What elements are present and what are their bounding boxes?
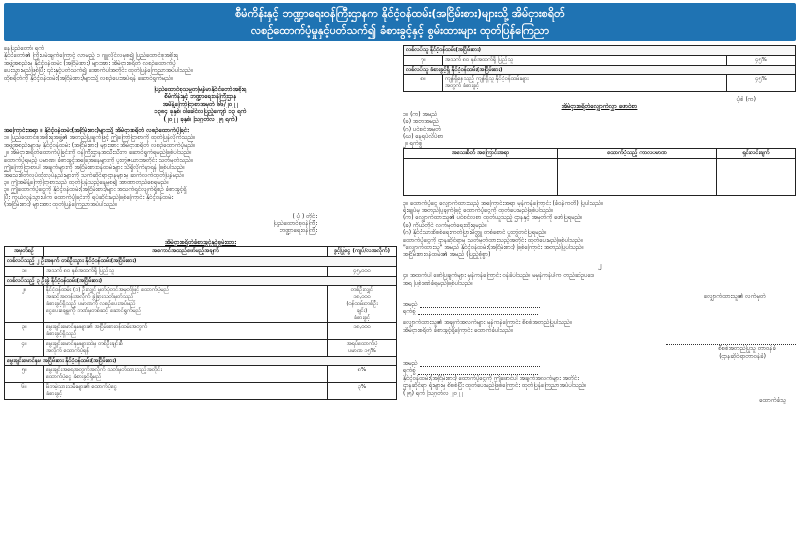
bottom-note [403,375,796,397]
intro-paragraph [4,52,397,82]
cell-text: ချင်း) [356,307,368,314]
col-header-no: အမှတ်စဉ် [5,247,44,257]
row-description [44,266,328,276]
text-line: အသေးစိတ်လုပ်ထုံးလုပ်နည်းများကို သက်ဆိုင်ရာဌာနများမှ ဆက်လက်ထုတ်ပြန်မည်။ [4,171,184,179]
cell-text: ၄၅% [755,76,767,83]
table-row [404,55,796,65]
signature-block [4,213,397,235]
cell-text: ၈% [357,367,367,374]
text-line: အရ ပြစ်ဒဏ်ခံရမည်ဖြစ်ပါသည်။ [403,279,473,287]
text-line: ၂။ အိမ်ငှားစရိတ်ထောက်ပံ့ခြင်းကို ဝန်ကြီးဌာနအသီးသီးက ဆောင်ရွက်ရမည်ဖြစ်ပါသည်။ [4,149,192,157]
section-heading: အကြောင်းအရာ ။ နိုင်ငံ့ဝန်ထမ်း(အငြိမ်းစား)များသို့ အိမ်ငှားစရိတ် လစဉ်ထောက်ပံ့ခြင်း [4,127,189,135]
text-line: (၂၀၂၂ ခုနှစ်၊ ဩဂုတ်လ ၂၅ ရက်) [163,115,238,123]
field-name-label-2: အမည် [403,359,418,367]
verifier-sub-label: (ဌာနဆိုင်ရာတာဝန်ခံ) [719,352,766,360]
table-section-row [5,276,397,286]
text-line: (ဂ) နိုင်ငံသားစိစစ်ရေးကတ်ပြားမိတ္တူ တစ်စောင် ပူးတွဲတင်ပြရမည်။ [403,229,547,237]
applicant-signature-label: လျှောက်ထားသူ၏ လက်မှတ် [703,293,766,301]
text-line: ရုံးချုပ်မှ အတည်ပြုချက်ဖြင့် ထောက်ပံ့ငွေကို ထုတ်ပေးမည်ဖြစ်ပါသည်။ [403,207,554,215]
row-number: ၁။ [5,266,44,276]
row-amount [328,323,397,340]
row-description [44,339,328,356]
table-row [5,323,397,340]
text-line: (က) လျှောက်ထားသူ၏ ပင်စင်လစာ ထုတ်ယူသည့် ဌာနနှင့် အမှတ်ကို ဖော်ပြရမည်။ [403,214,583,222]
field-name-row-2 [403,360,796,367]
table-row [5,366,397,383]
cell-text: မွေးချင်းမောင်နှမများ၏ အငြိမ်းစားဝန်ထမ်းအတွက် [46,324,148,331]
row-number: ၆။ [5,382,44,399]
table-section-row [5,256,397,266]
row-description [443,75,727,92]
text-line: "လျှောက်ထားသူ" အမည် နိုင်ငံ့ဝန်ထမ်း(အငြိမ်းစား) ဖြစ်ကြောင်း အတည်ပြုပါသည်။ [403,244,584,252]
form-col-2: ထောက်ပံ့သည့် ကာလပမာဏ [558,148,717,158]
cell-text: တစ်ဦးလျှင် [350,287,374,294]
row-number: ၄။ [5,339,44,356]
text-line: ၃။ ထောက်ပံ့ငွေ လျှောက်ထားသည့် အကြောင်းအရာ မှန်ကန်ကြောင်း (ခံဝန်ကတိ) ပြုပါသည်။ [403,199,603,207]
field-name-label: အမည် [403,300,418,308]
notification-block [4,86,397,123]
text-line: ပေးသွားမည်ဖြစ်ပြီး ၎င်းနှင့်ပတ်သက်၍ အောက်ပါအတိုင်း ထုတ်ပြန်ကြေညာအပ်ပါသည်။ [4,67,193,75]
title-line-1: စီမံကိန်းနှင့် ဘဏ္ဍာရေးဝန်ကြီးဌာနက နိုင်ငံ့ဝန်ထမ်း(အငြိမ်းစား)များသို့ အိမ်ငှားစရိတ် [235,7,565,20]
table-row [404,75,796,92]
row-description [44,382,328,399]
cell-text: အတွက် ခံစားခွင့် [445,83,480,90]
row-number: ၇။ [404,55,443,65]
text-line: ၃။ ဤထောက်ပံ့ငွေကို နိုင်ငံ့ဝန်ထမ်း(အငြိမ်းစား)များ အသက်ရှင်လျက်ရှိစဉ် ခံစားခွင့်ရှိ [4,186,187,194]
text-line: ၁။ ပြည်ထောင်စုအစိုးရအဖွဲ့၏ အတည်ပြုချက်ဖြင့် ဤကြော်ငြာစာကို ထုတ်ပြန်လိုက်သည်။ [4,134,196,142]
field-date-label-2: ရက်စွဲ [403,367,416,375]
cell-text: ၁၈,၀၀၀ [353,324,371,331]
form-title: အိမ်ငှားစရိတ်လျှောက်လွှာ ဖောင်စာ [561,103,638,111]
cell-text: ၃% [357,383,367,390]
cell-text: အရပ်ထောက်ပံ့ [346,340,378,347]
title-line-2: လစဉ်ထောက်ပံ့မှုနှင့်ပတ်သက်၍ ခံစားခွင့်နှင့် စွမ်းထားများ ထုတ်ပြန်ကြေညာ [250,24,550,37]
field-date-row-2 [403,367,796,374]
text-line: (ဂ) ပင်စင်အမှတ် [403,125,442,133]
text-line: ( ပုံ ) တိုင်း [292,212,317,220]
cell-text: ငွေပေးချေမှုကို ဘဏ်မှတစ်ဆင့် ဆောင်ရွက်မည် [46,307,142,314]
field-date-label: ရက်စွဲ [403,307,416,315]
closing-paragraph [4,186,397,208]
page-number: ၂ [597,260,602,269]
cell-text: (ဝန်ထမ်းတစ်ဦး [346,300,378,307]
cell-text: ၁၈,၀၀၀ [353,294,371,301]
section-label: လစ်လပ်သည့် ၂ ဦးအနက် တစ်ဦးသွား နိုင်ငံ့ဝန်ထမ်း(အငြိမ်းစား) [5,256,397,266]
text-line: နိုင်ငံတော်၏ ကြိုးပမ်းချက်ကြောင့် လာမည့် ၁ ဂျူလိုင်လမှစ၍ ပြည်ထောင်စုအစိုးရ [4,52,179,60]
section-label [404,65,796,75]
table-section-row [5,356,397,366]
cell-text: ကျန်ရှိနေသည့် ကျန်ရှိသူ နိုင်ငံ့ဝန်ထမ်းများ [445,76,529,83]
text-line: စီမံကိန်းနှင့် ဘဏ္ဍာရေးဝန်ကြီးဌာန [164,93,237,101]
cell-text: မိဘမဲ့သားသမီးများ၏ ထောက်ပံ့ငွေ [46,383,118,390]
row-amount [328,286,397,323]
form-col-3: ရှင်းလင်းချက် [717,148,796,158]
table-row [5,382,397,399]
form-col-1: အသေးစိတ် အကြောင်းအရာ [404,148,558,158]
row-number: ၅။ [5,366,44,383]
text-line: အဖွဲ့အစည်းမှ နိုင်ငံ့ဝန်ထမ်း (အငြိမ်းစား) များအား အိမ်ငှားစရိတ် လစဉ်ထောက်ပံ့ [4,59,176,67]
section-label: မွေးချင်းမောင်နှမ အငြိမ်းစား နိုင်ငံ့ဝန်ထမ်း(အငြိမ်းစား) [5,356,397,366]
row-amount [328,382,397,399]
text-line: (၂၅) ရက် ဩဂုတ်လ ၂၀၂၂ [403,389,463,397]
cell-text: ထောက်ပံ့ငွေ ခံစားခွင့်ရှိမည် [46,374,102,381]
text-line: အငြိမ်းစားဝန်ထမ်း၏ အမည် (ပြည့်စုံစွာ) [403,251,491,259]
cell-text: ပမာဏ ၁၅% [348,347,376,354]
form-ref: ပုံစံ (က) [736,95,756,103]
field-name-row [403,301,796,308]
cell-text: အဆင့်အတန်းအလိုက် ခွဲခြားသတ်မှတ်သည် [46,294,134,301]
text-line: အဖွဲ့အစည်းများမှ နိုင်ငံ့ဝန်ထမ်း (အငြိမ်းစား) များအား အိမ်ငှားစရိတ် လစဉ်ထောက်ပံ့မည်။ [4,141,196,149]
form-fields [403,111,796,148]
text-line: ထောက်ပံ့ရမည့် ပမာဏ၊ ခံစားခွင့်အခြေအနေများကို ပူးတွဲဇယားအတိုင်း သတ်မှတ်သည်။ [4,156,193,164]
table-row [5,286,397,323]
text-line: (ခ) ကိုယ်တိုင် လက်မှတ်ရေးထိုးရမည်။ [403,221,487,229]
row-number: ၃။ [5,323,44,340]
row-description [44,366,328,383]
form-table [403,148,796,196]
text-line: ပြီး ကွယ်လွန်သွားပါက ထောက်ပံ့ခြင်းကို ရပ်ဆိုင်းမည်ဖြစ်ကြောင်း နိုင်ငံ့ဝန်ထမ်း [4,193,174,201]
cell-text: ခံစားခွင့်ရှိသည့် ပမာဏကို လစဉ်ပေးအပ်မည် [46,300,136,307]
table-title: အိမ်ငှားစရိတ်ခံစားခွင့်နှင့်စွမ်းထား [165,238,236,246]
text-line: (အငြိမ်းစား) များအား ထုတ်ပြန်ကြေညာအပ်ပါသည်။ [4,201,118,209]
cell-text: ခံစားခွင့် [46,390,63,397]
text-line: လျှောက်ထားသူ၏ အချက်အလက်များ မှန်ကန်ကြောင်း စိစစ်အတည်ပြုပါသည်။ [403,319,572,327]
text-line: ပြည်ထောင်စုသမ္မတမြန်မာနိုင်ငံတော်အစိုးရ [154,86,247,94]
text-line: အမိန့်ကြော်ငြာစာအမှတ် ၆၆/၂၀၂၂ [162,100,239,108]
cell-text: ၄၅% [755,56,767,63]
cell-text: အသက် ၈၀ နှစ်အထက်ရှိ ပြည်သူ [46,267,114,274]
cell-text: ခံစားခွင့် [353,314,371,321]
continuation-table-title: လစ်လပ်သူ နိုင်ငံ့ဝန်ထမ်း(အငြိမ်းစား) [404,46,796,56]
verification-note [403,319,796,334]
left-column [4,45,397,404]
cell-text: နိုင်ငံ့ဝန်ထမ်း (၁) ဦးလျှင် မှတ်ပုံတင်အမှတ်ဖြင့် ထောက်ပံ့မည် [46,287,170,294]
right-column [403,45,796,404]
announcement-title-banner [4,3,796,41]
row-number: ၈။ [404,75,443,92]
text-line: ဌာနဆိုင်ရာ ရုံးများမှ စိစစ်ပြီး ထုတ်ပေးမည်ဖြစ်ကြောင်း ထုတ်ပြန်ကြေညာအပ်ပါသည်။ [403,382,587,390]
text-line: ၃။ ဤအမိန့်ကြော်ငြာစာသည် ထုတ်ပြန်သည့်နေ့မှစ၍ အာဏာတည်စေရမည်။ [4,178,169,186]
verifier-label: စီစစ်အတည်ပြုသူ တာဝန်ခံ [718,345,776,353]
section-paragraph [4,134,397,186]
final-sign-label: ထောက်ခံသူ [759,396,786,404]
row-description [443,55,727,65]
two-column-body [4,45,796,404]
text-line: ၁။ (က) အမည် [403,110,438,118]
cell-text: မွေးချင်းအရေအတွက်အလိုက် သတ်မှတ်ထားသည့်အတိုင်း [46,367,162,374]
table-row [5,339,397,356]
row-amount [328,366,397,383]
date-line: နေပြည်တော်၊ ရက် [4,45,45,52]
cell-text: လစ်လပ်သူ ခံစားခွင့်ရှိ နိုင်ငံ့ဝန်ထမ်း(အငြိမ်းစား) [406,66,503,73]
field-date-row [403,308,796,315]
text-line: (ဃ) နေရပ်လိပ်စာ [403,133,444,141]
cell-text: အလိုက် ထောက်ပံ့ရန် [46,347,90,354]
text-line: (ခ) အဘအမည် [403,118,439,126]
text-line: အိမ်ငှားစရိတ် ခံစားခွင့်ရှိကြောင်း ထောက်ခံပါသည်။ [403,326,513,334]
text-line: ထိုစရိတ်ကို နိုင်ငံ့ဝန်ထမ်း(အငြိမ်းစား)များသို့ လစဉ်ပေးအပ်ရန် ဆောင်ရွက်မည်။ [4,74,174,82]
cell-text: ခံစားခွင့်ရှိသည် [46,331,77,338]
row-amount [727,55,796,65]
row-amount [328,339,397,356]
table-row [5,266,397,276]
text-line: ဤကြော်ငြာစာပါ အချက်များကို အငြိမ်းစားဝန်ထမ်းများ သိရှိလိုက်နာရန် ဖြစ်ပါသည်။ [4,164,185,172]
text-line: ထောက်ပံ့ငွေကို ဌာနဆိုင်ရာမှ သတ်မှတ်ထားသည့်အတိုင်း ထုတ်ပေးမည်ဖြစ်ပါသည်။ [403,236,583,244]
row-description [44,286,328,323]
col-header-desc: အကောင်အထည်ဖော်မည့်အချက် [44,247,328,257]
col-header-amount: ခွင့်ပြုငွေ (ကျပ်/လအလိုက်) [328,247,397,257]
text-line: ၁၃၈၄ ခုနှစ်၊ ဝါခေါင်လပြည့်ကျော် ၁၃ ရက် [154,108,247,116]
cell-text: မွေးချင်းမောင်နှမများထဲမှ တစ်ဦးချင်းစီ [46,340,123,347]
cell-text: ၄၅,၀၀၀ [353,267,371,274]
text-line: ပြည်ထောင်စုဝန်ကြီး [273,219,317,227]
row-number: ၂။ [5,286,44,323]
table-row [404,65,796,75]
text-line: ၄။ အထက်ပါ ဖော်ပြချက်များ မှန်ကန်ကြောင်း ဝန်ခံပါသည်။ မမှန်ကန်ပါက တည်ဆဲဥပဒေ [403,272,594,280]
row-amount [328,266,397,276]
entitlement-table [4,246,397,399]
text-line: နိုင်ငံ့ဝန်ထမ်း(အငြိမ်းစား) ထောက်ပံ့ငွေကို ဤဖောင်ပါ အချက်အလက်များ အတိုင်း [403,374,579,382]
form-notes [403,200,796,259]
continuation-table [403,45,796,92]
text-line: ၂။ ရက်စွဲ [403,140,423,148]
text-line: ဘဏ္ဍာရေးဝန်ကြီး [279,227,317,235]
declaration [403,272,796,287]
row-amount [727,75,796,92]
row-description [44,323,328,340]
cell-text: အသက် ၈၀ နှစ်အထက်ရှိ ပြည်သူ [445,56,513,63]
section-label: လစ်လပ်သည့် ၃ ဦးခွဲ နိုင်ငံ့ဝန်ထမ်း(အငြိမ်းစား) [5,276,397,286]
